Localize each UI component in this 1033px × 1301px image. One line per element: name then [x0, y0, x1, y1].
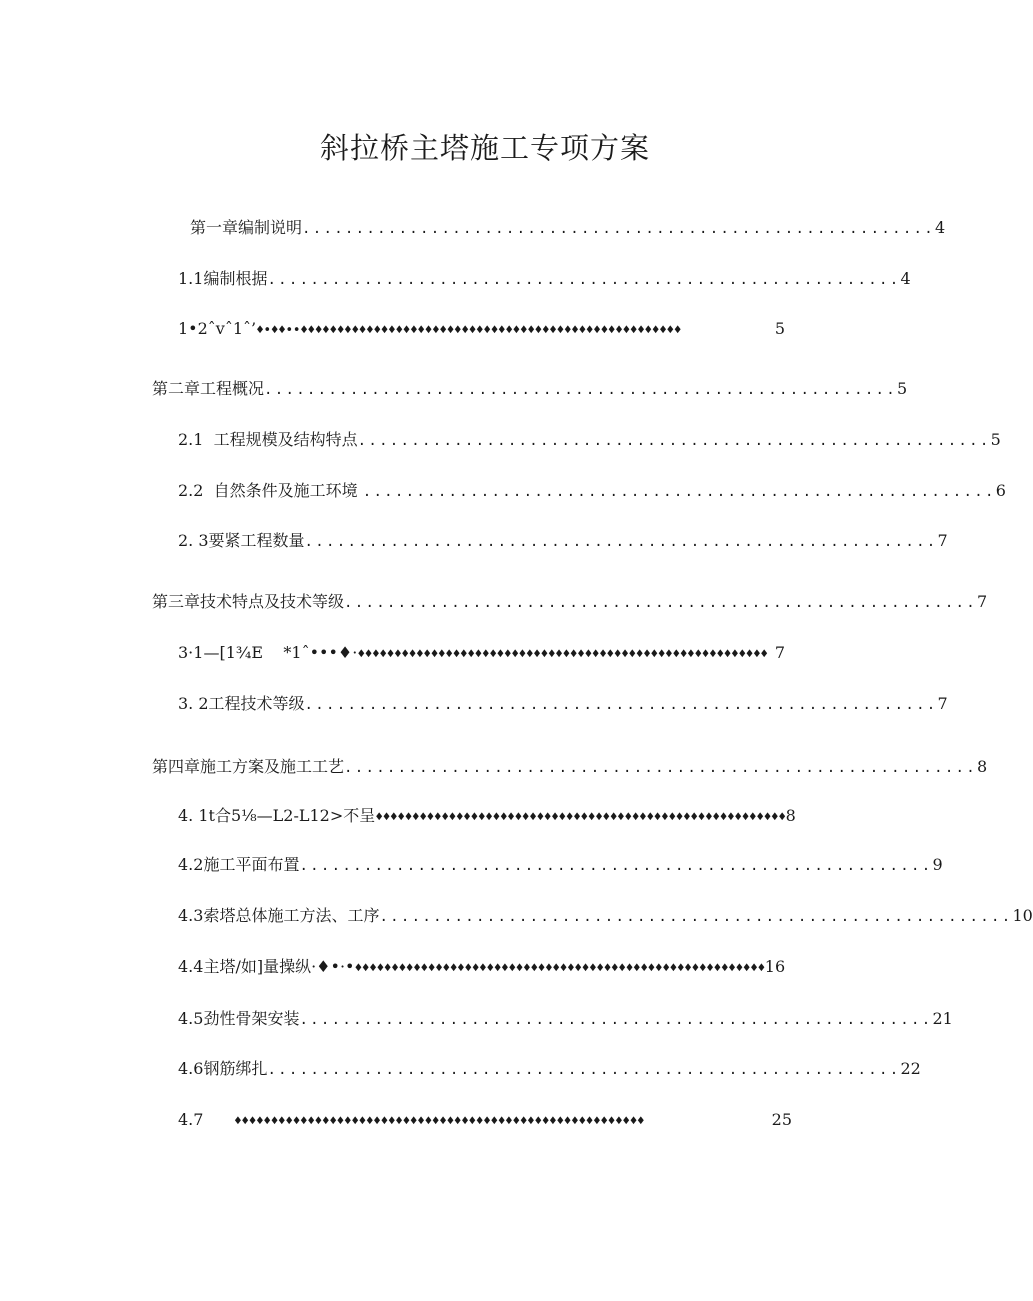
toc-entry-leader: ...........................................................	[267, 1062, 901, 1078]
toc-entry[interactable]	[178, 693, 948, 717]
toc-entry-leader: ♦♦♦♦♦♦♦♦♦♦♦♦♦♦♦♦♦♦♦♦♦♦♦♦♦♦♦♦♦♦♦♦♦♦♦♦♦♦♦♦♦♦♦♦♦♦♦♦♦♦♦♦♦♦♦♦	[233, 1114, 645, 1129]
document-title: 斜拉桥主塔施工专项方案	[319, 131, 650, 165]
toc-entry-leader: ♦•♦♦••♦♦♦♦♦♦♦♦♦♦♦♦♦♦♦♦♦♦♦♦♦♦♦♦♦♦♦♦♦♦♦♦♦♦♦♦♦♦♦♦♦♦♦♦♦♦♦♦♦♦♦♦	[256, 323, 682, 338]
toc-entry[interactable]	[178, 642, 785, 666]
toc-entry-title: 4.7	[178, 1110, 234, 1129]
toc-entry-leader: ...........................................................	[304, 534, 938, 550]
toc-entry-title: 第四章施工方案及施工工艺	[152, 757, 345, 776]
toc-entry-leader: ...........................................................	[344, 595, 978, 611]
toc-entry-page-number: 4	[935, 218, 946, 237]
toc-entry-page-number: 9	[932, 855, 943, 874]
toc-entry-page-number: 8	[977, 757, 988, 776]
toc-entry-page-number: 6	[995, 481, 1006, 500]
toc-entry-title: 3·1—[1¾E *1ˆ•••♦·	[178, 643, 358, 662]
toc-entry[interactable]	[178, 1008, 953, 1032]
toc-entry-title: 第三章技术特点及技术等级	[152, 592, 345, 611]
toc-entry-leader: ...........................................................	[304, 697, 938, 713]
toc-entry-page-number: 25	[771, 1110, 792, 1129]
toc-entry-leader: ♦♦♦♦♦♦♦♦♦♦♦♦♦♦♦♦♦♦♦♦♦♦♦♦♦♦♦♦♦♦♦♦♦♦♦♦♦♦♦♦♦♦♦♦♦♦♦♦♦♦♦♦♦♦♦♦	[357, 647, 768, 662]
toc-entry[interactable]	[178, 854, 943, 878]
toc-entry-page-number: 7	[977, 592, 988, 611]
toc-entry-title: 第二章工程概况	[152, 379, 265, 398]
toc-entry-leader: ...........................................................	[264, 382, 898, 398]
toc-entry-title: 2.2 自然条件及施工环境	[178, 481, 363, 500]
toc-entry[interactable]	[152, 591, 988, 615]
toc-entry[interactable]	[152, 378, 908, 402]
toc-entry[interactable]	[178, 530, 948, 554]
toc-entry[interactable]	[152, 756, 988, 780]
toc-entry-page-number: 5	[774, 319, 785, 338]
toc-entry-leader: ...........................................................	[302, 221, 936, 237]
toc-entry-page-number: 7	[937, 531, 948, 550]
toc-entry[interactable]	[178, 956, 786, 980]
toc-entry-title: 4.2施工平面布置	[178, 855, 300, 874]
toc-entry[interactable]	[178, 480, 1006, 504]
toc-entry-leader: ...........................................................	[344, 760, 978, 776]
toc-entry-page-number: 4	[900, 269, 911, 288]
toc-entry-title: 4.3索塔总体施工方法、工序	[178, 906, 380, 925]
toc-entry-title: 3. 2工程技术等级	[178, 694, 305, 713]
toc-entry-page-number: 5	[897, 379, 908, 398]
toc-entry-leader: ...........................................................	[362, 484, 996, 500]
toc-entry[interactable]	[178, 805, 796, 829]
toc-entry-page-number: 10	[1012, 906, 1033, 925]
toc-entry-title: 2.1 工程规模及结构特点	[178, 430, 358, 449]
toc-entry-title: 4.5劲性骨架安装	[178, 1009, 300, 1028]
toc-entry[interactable]	[190, 217, 946, 241]
toc-entry-title: 4.4主塔/如]量操纵·♦•·•	[178, 957, 355, 976]
toc-entry-page-number: 22	[900, 1059, 921, 1078]
toc-entry-title: 2. 3要紧工程数量	[178, 531, 305, 550]
toc-entry-page-number: 7	[937, 694, 948, 713]
toc-entry-leader: ...........................................................	[299, 858, 933, 874]
toc-entry-leader: ♦♦♦♦♦♦♦♦♦♦♦♦♦♦♦♦♦♦♦♦♦♦♦♦♦♦♦♦♦♦♦♦♦♦♦♦♦♦♦♦♦♦♦♦♦♦♦♦♦♦♦♦♦♦♦♦	[375, 810, 786, 825]
toc-entry-title: 4. 1t合5⅛—L2-L12>不呈	[178, 806, 376, 825]
toc-entry[interactable]	[178, 268, 911, 292]
toc-entry[interactable]	[178, 905, 1033, 929]
toc-entry-page-number: 7	[774, 643, 785, 662]
toc-entry-title: 第一章编制说明	[190, 218, 303, 237]
toc-entry-leader: ...........................................................	[357, 433, 991, 449]
toc-entry-leader: ...........................................................	[379, 909, 1013, 925]
toc-entry-leader: ...........................................................	[267, 272, 901, 288]
toc-entry-title: 4.6钢筋绑扎	[178, 1059, 268, 1078]
toc-entry-leader: ...........................................................	[299, 1012, 933, 1028]
toc-entry-title: 1•2ˆvˆ1ˆ’	[178, 319, 257, 338]
toc-entry[interactable]	[178, 1058, 921, 1082]
toc-entry-page-number: 5	[990, 430, 1001, 449]
toc-entry-page-number: 8	[785, 806, 796, 825]
toc-entry[interactable]	[178, 429, 1001, 453]
toc-entry-title: 1.1编制根据	[178, 269, 268, 288]
toc-entry-leader: ♦♦♦♦♦♦♦♦♦♦♦♦♦♦♦♦♦♦♦♦♦♦♦♦♦♦♦♦♦♦♦♦♦♦♦♦♦♦♦♦♦♦♦♦♦♦♦♦♦♦♦♦♦♦♦♦	[354, 961, 765, 976]
toc-entry[interactable]	[178, 318, 785, 342]
toc-entry[interactable]	[178, 1109, 792, 1133]
toc-entry-page-number: 16	[764, 957, 786, 976]
toc-entry-page-number: 21	[932, 1009, 953, 1028]
